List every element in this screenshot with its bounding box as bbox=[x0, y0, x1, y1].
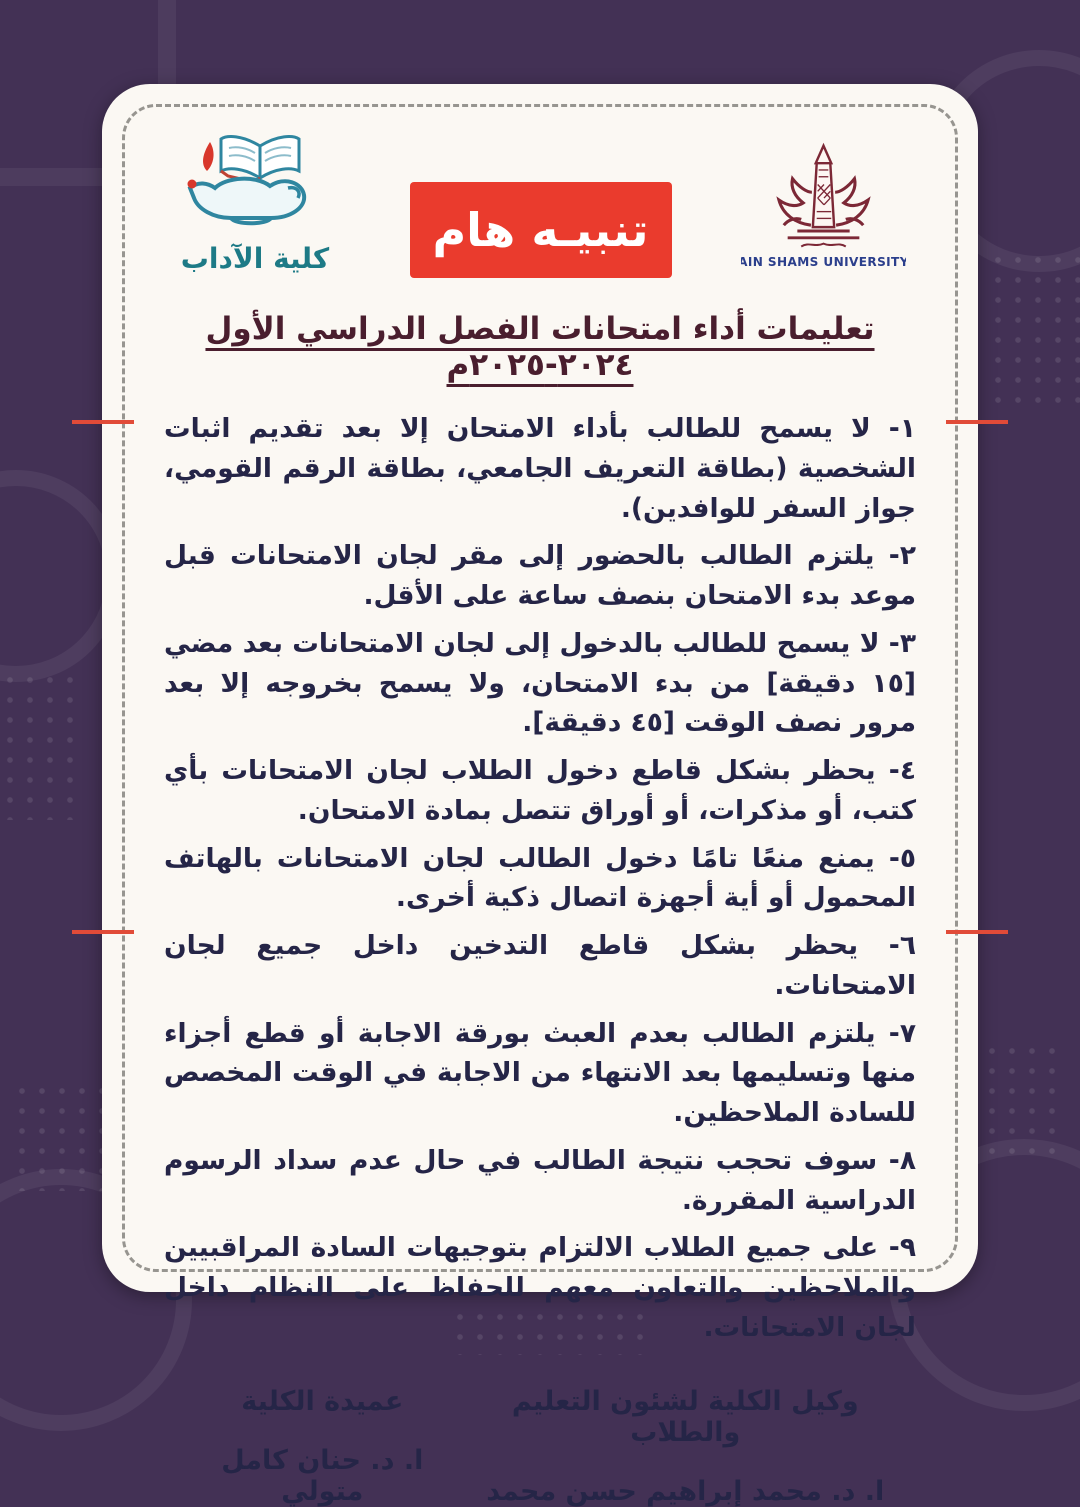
red-tick-left-upper bbox=[72, 420, 134, 424]
instruction-item: ٢- يلتزم الطالب بالحضور إلى مقر لجان الامتحانات قبل موعد بدء الامتحان بنصف ساعة على الأقل. bbox=[164, 540, 916, 611]
instructions-list bbox=[164, 409, 916, 1348]
instruction-item: ٦- يحظر بشكل قاطع التدخين داخل جميع لجان الامتحانات. bbox=[164, 930, 916, 1001]
dean-title: عميدة الكلية bbox=[241, 1385, 404, 1417]
lamp-flame-icon bbox=[203, 142, 214, 171]
instruction-item: ٨- سوف تحجب نتيجة الطالب في حال عدم سداد الرسوم الدراسية المقررة. bbox=[164, 1144, 916, 1216]
obelisk-icon bbox=[813, 146, 834, 227]
page-title: تعليمات أداء امتحانات الفصل الدراسي الأول ٢٠٢٤-٢٠٢٥م bbox=[205, 311, 875, 383]
red-tick-right-upper bbox=[946, 420, 1008, 424]
university-logo-graphic bbox=[741, 138, 906, 293]
card-content bbox=[102, 84, 978, 1507]
instruction-item: ٥- يمنع منعًا تامًا دخول الطالب لجان الامتحانات بالهاتف المحمول أو أية أجهزة اتصال ذكية أخرى. bbox=[164, 842, 916, 914]
header bbox=[156, 118, 924, 297]
vice-dean-name: ا. د. محمد إبراهيم حسن محمد bbox=[486, 1475, 885, 1507]
alert-banner bbox=[410, 182, 672, 278]
university-logo-caption: AIN SHAMS UNIVERSITY bbox=[741, 254, 906, 269]
faculty-logo-graphic bbox=[170, 124, 340, 284]
university-logo bbox=[741, 138, 906, 297]
faculty-of-arts-logo bbox=[170, 124, 340, 288]
notice-card bbox=[102, 84, 978, 1507]
faculty-logo-caption: كلية الآداب bbox=[180, 242, 330, 275]
instruction-item: ٣- لا يسمح للطالب بالدخول إلى لجان الامتحانات بعد مضي [١٥ دقيقة] من بدء الامتحان، ولا يسمح بخروجه إلا بعد مرور نصف الوقت [٤٥ دقيقة]. bbox=[164, 627, 916, 739]
dean-signature bbox=[182, 1386, 463, 1507]
dean-name: ا. د. حنان كامل متولي bbox=[221, 1444, 424, 1507]
calligraphy-flourish bbox=[801, 244, 846, 247]
instruction-item: ٩- على جميع الطلاب الالتزام بتوجيهات السادة المراقبيين والملاحظين والتعاون معهم للحفاظ على النظام داخل لجان الامتحانات. bbox=[164, 1232, 916, 1343]
instruction-item: ١- لا يسمح للطالب بأداء الامتحان إلا بعد تقديم اثبات الشخصية (بطاقة التعريف الجامعي، بطاقة الرقم القومي، جواز السفر للوافدين). bbox=[164, 413, 916, 524]
alert-banner-label: تنبيـه هام bbox=[432, 203, 649, 257]
bg-decoration-top-right-dots bbox=[988, 250, 1080, 410]
red-tick-right-lower bbox=[946, 930, 1008, 934]
vice-dean-title: وكيل الكلية لشئون التعليم والطلاب bbox=[511, 1385, 859, 1448]
vice-dean-signature bbox=[463, 1386, 908, 1507]
red-tick-left-lower bbox=[72, 930, 134, 934]
instruction-item: ٧- يلتزم الطالب بعدم العبث بورقة الاجابة أو قطع أجزاء منها وتسليمها بعد الانتهاء من الاجابة في الوقت المخصص للسادة الملاحظين. bbox=[164, 1017, 916, 1128]
signatures bbox=[182, 1386, 908, 1507]
instruction-item: ٤- يحظر بشكل قاطع دخول الطلاب لجان الامتحانات بأي كتب، أو مذكرات، أو أوراق تتصل بمادة الامتحان. bbox=[164, 755, 916, 826]
bg-decoration-left-dots bbox=[0, 670, 84, 820]
oil-lamp-icon bbox=[188, 179, 305, 224]
